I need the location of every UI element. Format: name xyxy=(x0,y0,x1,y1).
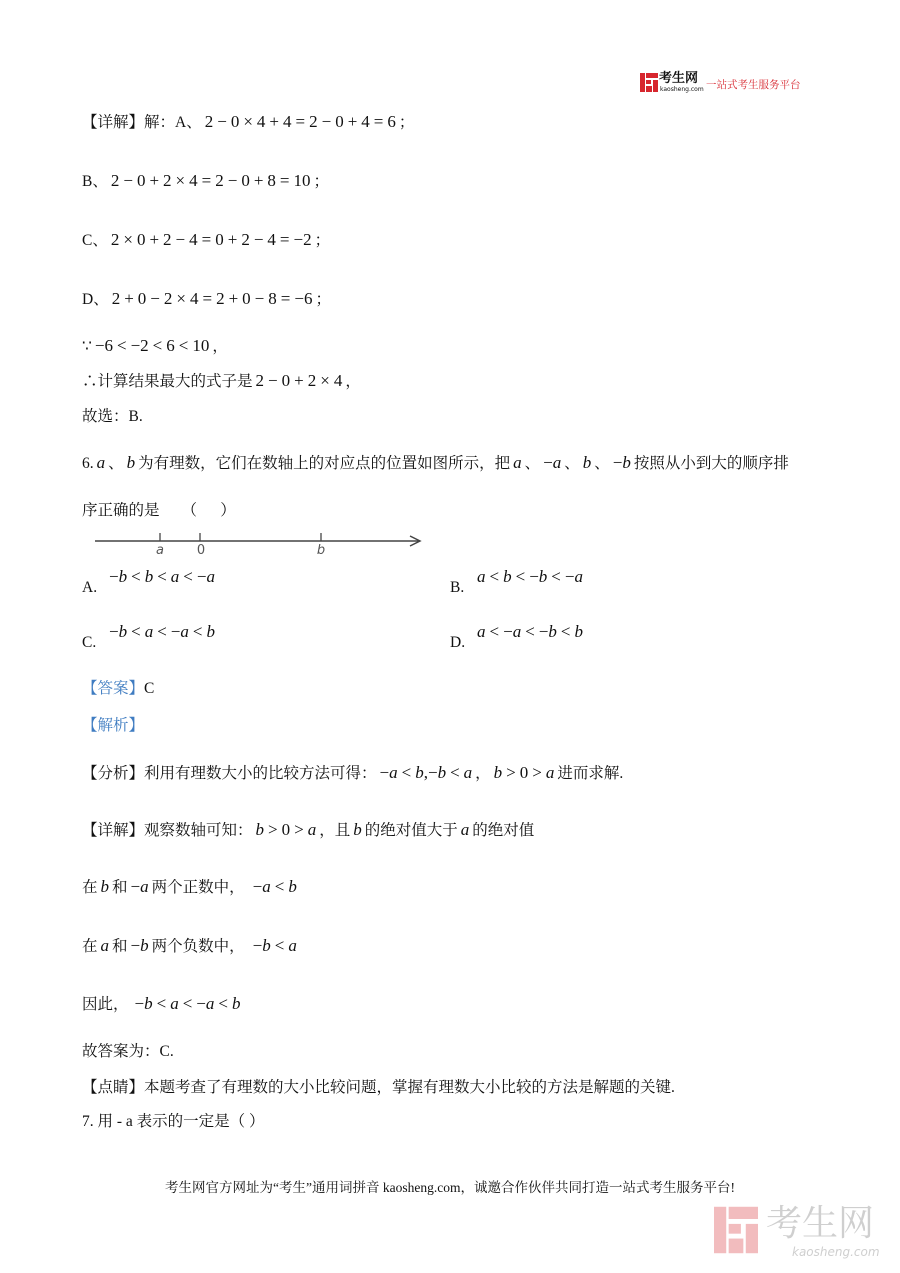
option-label: A. xyxy=(82,579,98,596)
therefore-formula: 2 − 0 + 2 × 4 xyxy=(255,371,343,390)
math-operator: < xyxy=(525,622,535,641)
math-operator: > xyxy=(532,763,542,782)
detail-text: ，且 xyxy=(319,822,351,839)
math-operator: − xyxy=(538,622,549,641)
detail-formula: b > 0 > a xyxy=(255,820,317,839)
option-a[interactable] xyxy=(82,566,302,600)
neg-text: 两个负数中， xyxy=(151,938,245,955)
math-variable: a xyxy=(140,877,149,896)
math-operator: − xyxy=(109,567,119,586)
math-variable: b xyxy=(100,877,110,896)
because-end: ， xyxy=(212,338,228,355)
option-c[interactable] xyxy=(82,621,302,655)
analysis-end: 进而求解. xyxy=(557,765,624,782)
logo-slogan: 一站式考生服务平台 xyxy=(706,79,801,91)
q5-line-a xyxy=(82,111,414,133)
neg-formula xyxy=(253,936,297,955)
math-operator: − xyxy=(130,936,141,955)
math-operator: < xyxy=(182,994,193,1013)
answer-label: 【答案】 xyxy=(82,680,145,697)
hence-text: 因此， xyxy=(82,996,129,1013)
math-variable: a xyxy=(144,622,154,641)
logo-domain: kaosheng.com xyxy=(660,86,704,93)
q5-therefore-line xyxy=(82,370,361,392)
therefore-text: 计算结果最大的式子是 xyxy=(97,373,253,390)
option-b[interactable] xyxy=(450,566,670,600)
math-variable: b xyxy=(144,567,154,586)
number-line-figure xyxy=(90,526,430,562)
math-variable: a xyxy=(206,567,215,586)
answer-line xyxy=(82,678,154,700)
math-operator: + xyxy=(227,230,238,249)
pos-text: 在 xyxy=(82,879,98,896)
math-variable: b xyxy=(262,936,271,955)
math-variable: b xyxy=(140,936,149,955)
conclusion-line: 故答案为：C. xyxy=(82,1043,174,1060)
option-formula xyxy=(477,621,583,643)
detail-var xyxy=(353,820,362,839)
math-operator: < xyxy=(131,567,141,586)
math-operator: + xyxy=(269,112,279,131)
detail-line xyxy=(82,819,534,841)
because-formula: −6 < −2 < 6 < 10 xyxy=(94,336,210,355)
math-operator: < xyxy=(560,622,571,641)
math-operator: − xyxy=(503,622,513,641)
stem-var xyxy=(543,453,561,472)
line-d-formula: 2 + 0 − 2 × 4 = 2 + 0 − 8 = −6 xyxy=(111,289,313,308)
math-operator: − xyxy=(254,289,265,308)
math-operator: + xyxy=(149,171,160,190)
q6-stem-line2 xyxy=(82,500,236,522)
math-operator: < xyxy=(218,994,228,1013)
line-d-text: D、 xyxy=(82,291,109,308)
math-operator: + xyxy=(294,371,304,390)
math-variable: b xyxy=(118,567,128,586)
label-a: a xyxy=(156,543,164,558)
neg-var xyxy=(131,936,149,955)
watermark-logo-icon xyxy=(714,1206,758,1254)
math-variable: a xyxy=(477,622,486,641)
q5-line-b xyxy=(82,170,329,192)
stem-text: 序正确的是 xyxy=(82,502,160,519)
math-operator: < xyxy=(157,622,167,641)
line-c-text: C、 xyxy=(82,232,108,249)
math-variable: a xyxy=(460,820,470,839)
math-variable: a xyxy=(170,994,179,1013)
because-symbol: ∵ xyxy=(82,338,92,355)
math-operator: − xyxy=(94,336,105,355)
math-variable: a xyxy=(477,567,486,586)
math-operator: − xyxy=(123,171,133,190)
math-operator: − xyxy=(253,230,264,249)
analysis-heading: 【解析】 xyxy=(82,717,145,734)
math-operator: = xyxy=(201,171,212,190)
math-operator: < xyxy=(274,936,285,955)
math-operator: − xyxy=(109,622,119,641)
hence-line xyxy=(82,993,243,1015)
math-operator: − xyxy=(196,567,207,586)
detail-var xyxy=(461,820,470,839)
option-label: B. xyxy=(450,579,465,596)
pos-text: 两个正数中， xyxy=(151,879,245,896)
stem-text: 按照从小到大的顺序排 xyxy=(633,455,789,472)
q6-number: 6. xyxy=(82,455,94,472)
answer-value: C xyxy=(144,680,155,697)
math-operator: − xyxy=(130,336,141,355)
stem-var xyxy=(97,453,106,472)
remark-label: 【点睛】 xyxy=(82,1079,145,1096)
math-variable: a xyxy=(96,453,106,472)
neg-text: 和 xyxy=(112,938,128,955)
math-variable: a xyxy=(170,567,180,586)
remark-text: 本题考查了有理数的大小比较问题，掌握有理数大小比较的方法是解题的关键. xyxy=(144,1079,675,1096)
q5-because-line xyxy=(82,335,228,357)
header-brand[interactable] xyxy=(640,72,810,94)
math-operator: − xyxy=(196,994,206,1013)
stem-sep: 、 xyxy=(108,455,124,472)
math-operator: − xyxy=(529,567,539,586)
math-operator: − xyxy=(293,230,304,249)
math-operator: + xyxy=(228,289,239,308)
math-variable: b xyxy=(493,763,503,782)
math-variable: b xyxy=(353,820,362,839)
math-operator: − xyxy=(427,763,438,782)
math-variable: a xyxy=(512,622,522,641)
label-zero: 0 xyxy=(196,543,206,558)
math-operator: + xyxy=(149,230,160,249)
math-variable: a xyxy=(574,567,583,586)
math-operator: < xyxy=(515,567,526,586)
analysis-text: 利用有理数大小的比较方法可得： xyxy=(144,765,377,782)
math-variable: a xyxy=(180,622,189,641)
line-a-formula: 2 − 0 × 4 + 4 = 2 − 0 + 4 = 6 xyxy=(204,112,396,131)
math-variable: a xyxy=(307,820,317,839)
math-operator: + xyxy=(253,171,264,190)
math-variable: b xyxy=(118,622,128,641)
math-variable: b xyxy=(288,877,297,896)
stem-sep: 、 xyxy=(564,455,580,472)
math-operator: < xyxy=(157,567,167,586)
math-variable: b xyxy=(503,567,512,586)
math-operator: − xyxy=(543,453,553,472)
detail-label: 【详解】 xyxy=(82,822,145,839)
math-operator: − xyxy=(252,936,263,955)
math-variable: a xyxy=(463,763,473,782)
analysis-formula-1: −a < b,−b < a xyxy=(379,763,473,782)
option-label: C. xyxy=(82,634,97,651)
math-variable: a xyxy=(288,936,297,955)
math-variable: a xyxy=(513,453,522,472)
option-d[interactable] xyxy=(450,621,670,655)
math-operator: < xyxy=(551,567,561,586)
math-variable: b xyxy=(548,622,557,641)
stem-var xyxy=(583,453,592,472)
math-variable: b xyxy=(144,994,153,1013)
kaosheng-logo-icon xyxy=(640,73,658,92)
watermark-domain: kaosheng.com xyxy=(792,1245,880,1259)
q7-stem: 7. 用 - a 表示的一定是（ ） xyxy=(82,1113,265,1130)
q5-line-c xyxy=(82,229,330,251)
stem-var xyxy=(127,453,136,472)
math-operator: < xyxy=(489,622,500,641)
stem-sep: 、 xyxy=(594,455,610,472)
math-variable: b xyxy=(582,453,592,472)
math-operator: < xyxy=(156,994,167,1013)
detail-text: 观察数轴可知： xyxy=(144,822,253,839)
option-formula xyxy=(109,621,215,643)
math-operator: = xyxy=(280,289,291,308)
math-operator: < xyxy=(489,567,500,586)
watermark-name: 考生网 xyxy=(766,1203,875,1244)
math-operator: × xyxy=(175,171,186,190)
option-formula xyxy=(477,566,583,588)
math-operator: − xyxy=(268,371,278,390)
detail-text: 的绝对值 xyxy=(472,822,535,839)
page-footer: 考生网官方网址为“考生”通用词拼音 kaosheng.com，诚邀合作伙伴共同打造一站式考生服务平台! xyxy=(165,1180,735,1195)
line-a-text: 解：A、 xyxy=(144,114,202,131)
logo-name: 考生网 xyxy=(659,71,699,86)
math-operator: − xyxy=(612,453,623,472)
answer-blank: （ ） xyxy=(181,502,236,519)
math-variable: a xyxy=(545,763,555,782)
math-variable: b xyxy=(622,453,631,472)
math-operator: > xyxy=(294,820,304,839)
neg-text: 在 xyxy=(82,938,98,955)
math-operator: − xyxy=(227,171,238,190)
math-operator: < xyxy=(116,336,127,355)
math-variable: b xyxy=(574,622,583,641)
line-b-text: B、 xyxy=(82,173,108,190)
math-operator: − xyxy=(130,877,141,896)
math-operator: − xyxy=(170,622,181,641)
q5-line-d xyxy=(82,288,331,310)
pos-var xyxy=(131,877,149,896)
watermark-logo xyxy=(714,1204,886,1266)
line-b-end: ； xyxy=(313,173,330,190)
math-operator: − xyxy=(564,567,575,586)
stem-var xyxy=(513,453,522,472)
math-operator: < xyxy=(274,877,285,896)
line-c-end: ； xyxy=(314,232,331,249)
math-variable: b xyxy=(231,994,241,1013)
positives-line xyxy=(82,876,300,898)
math-operator: × xyxy=(320,371,330,390)
math-variable: a xyxy=(100,936,110,955)
pos-formula xyxy=(253,877,297,896)
pos-text: 和 xyxy=(112,879,128,896)
math-operator: − xyxy=(150,289,160,308)
math-operator: = xyxy=(373,112,384,131)
math-operator: < xyxy=(152,336,163,355)
math-variable: b xyxy=(255,820,265,839)
line-c-formula: 2 × 0 + 2 − 4 = 0 + 2 − 4 = −2 xyxy=(110,230,312,249)
math-operator: × xyxy=(243,112,253,131)
math-operator: − xyxy=(294,289,304,308)
math-variable: b xyxy=(415,763,424,782)
line-b-formula: 2 − 0 + 2 × 4 = 2 − 0 + 8 = 10 xyxy=(110,171,311,190)
detail-label: 【详解】 xyxy=(82,114,145,131)
math-operator: = xyxy=(202,289,213,308)
math-operator: + xyxy=(347,112,358,131)
math-operator: × xyxy=(176,289,186,308)
q6-stem-line1 xyxy=(82,452,789,474)
math-operator: = xyxy=(295,112,306,131)
math-operator: < xyxy=(450,763,460,782)
math-operator: < xyxy=(183,567,193,586)
math-operator: − xyxy=(175,230,186,249)
analysis-sep: ， xyxy=(475,765,491,782)
math-operator: − xyxy=(217,112,227,131)
detail-text: 的绝对值大于 xyxy=(364,822,458,839)
stem-text: 为有理数，它们在数轴上的对应点的位置如图所示，把 xyxy=(138,455,511,472)
therefore-end: ， xyxy=(345,373,361,390)
therefore-symbol: ∴ xyxy=(82,373,98,390)
math-variable: b xyxy=(206,622,215,641)
math-operator: > xyxy=(268,820,278,839)
line-a-end: ； xyxy=(398,114,415,131)
hence-formula xyxy=(135,994,241,1013)
math-operator: = xyxy=(201,230,212,249)
stem-sep: 、 xyxy=(524,455,541,472)
math-operator: − xyxy=(321,112,332,131)
math-operator: < xyxy=(178,336,189,355)
math-operator: − xyxy=(134,994,145,1013)
math-variable: a xyxy=(552,453,562,472)
math-operator: − xyxy=(252,877,263,896)
math-operator: + xyxy=(124,289,134,308)
math-operator: = xyxy=(279,230,290,249)
math-operator: < xyxy=(401,763,412,782)
remark-line xyxy=(82,1077,675,1099)
analysis-formula-2: b > 0 > a xyxy=(493,763,555,782)
q5-choice: 故选：B. xyxy=(82,408,143,425)
stem-var xyxy=(613,453,631,472)
neg-var xyxy=(101,936,110,955)
math-operator: < xyxy=(192,622,203,641)
math-operator: × xyxy=(123,230,133,249)
analysis-label: 【分析】 xyxy=(82,765,145,782)
analysis-line xyxy=(82,762,623,784)
pos-var xyxy=(101,877,110,896)
math-operator: > xyxy=(506,763,516,782)
option-label: D. xyxy=(450,634,466,651)
math-operator: − xyxy=(379,763,390,782)
label-b: b xyxy=(316,543,326,558)
option-formula xyxy=(109,566,215,588)
math-variable: b xyxy=(126,453,136,472)
math-variable: a xyxy=(262,877,271,896)
math-variable: a xyxy=(389,763,398,782)
negatives-line xyxy=(82,935,300,957)
line-d-end: ； xyxy=(315,291,331,308)
math-variable: b xyxy=(538,567,548,586)
math-operator: < xyxy=(131,622,141,641)
math-operator: = xyxy=(279,171,290,190)
math-variable: a xyxy=(205,994,215,1013)
math-variable: b xyxy=(437,763,447,782)
